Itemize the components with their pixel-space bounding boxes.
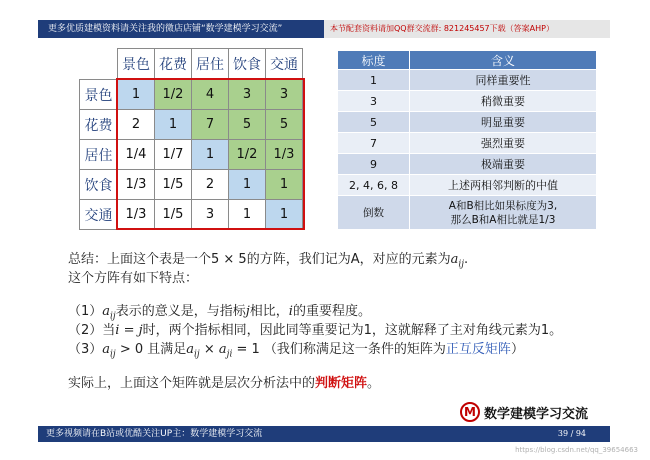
property-text: 的重要程度。 — [292, 304, 371, 319]
math-sub: ij — [110, 311, 116, 322]
scale-meaning — [410, 196, 597, 230]
property-prefix: （1） — [68, 304, 103, 319]
scale-meaning: 强烈重要 — [410, 133, 597, 154]
matrix-corner — [80, 49, 118, 80]
property-prefix: （3） — [68, 342, 103, 357]
scale-meaning: 稍微重要 — [410, 91, 597, 112]
matrix-col-header: 饮食 — [229, 49, 266, 80]
scale-meaning: 明显重要 — [410, 112, 597, 133]
matrix-cell: 1/3 — [266, 140, 303, 170]
property-text: 相比， — [249, 304, 289, 319]
matrix-cell: 1/2 — [229, 140, 266, 170]
matrix-cell: 3 — [192, 200, 229, 230]
scale-value: 3 — [338, 91, 410, 112]
matrix-col-header: 交通 — [266, 49, 303, 80]
matrix-cell: 1 — [155, 110, 192, 140]
math-times: × — [199, 342, 219, 357]
matrix-col-header: 花费 — [155, 49, 192, 80]
conclusion — [68, 372, 380, 391]
scale-value: 1 — [338, 70, 410, 91]
matrix-cell: 1/2 — [155, 80, 192, 110]
matrix-row-header: 交通 — [80, 200, 118, 230]
logo-m-icon: M — [460, 402, 480, 422]
math-sub: ij — [194, 349, 200, 360]
matrix-cell: 1/4 — [118, 140, 155, 170]
matrix-cell: 2 — [192, 170, 229, 200]
conclusion-text: 。 — [367, 376, 381, 391]
footer-text: 更多视频请在B站或优酷关注UP主：数学建模学习交流 — [46, 429, 263, 439]
matrix-cell: 1/5 — [155, 200, 192, 230]
matrix-cell: 3 — [266, 80, 303, 110]
matrix-cell: 1 — [266, 200, 303, 230]
property-text: 表示的意义是，与指标 — [115, 304, 246, 319]
top-banner — [0, 0, 650, 38]
logo-text: 数学建模学习交流 — [484, 406, 589, 422]
property-text: > 0 且满足 — [115, 342, 187, 357]
property-note: ） — [510, 342, 524, 357]
scale-value: 5 — [338, 112, 410, 133]
math-a: a — [186, 342, 195, 357]
math-i: i — [288, 304, 293, 319]
scale-meaning: 同样重要性 — [410, 70, 597, 91]
scale-table-row — [338, 196, 597, 230]
matrix-row — [80, 80, 303, 110]
matrix-row — [80, 170, 303, 200]
matrix-row-header: 居住 — [80, 140, 118, 170]
matrix-cell: 1/3 — [118, 170, 155, 200]
math-j: j — [245, 304, 250, 319]
scale-meaning: 极端重要 — [410, 154, 597, 175]
page-number: 39 / 94 — [557, 429, 586, 438]
scale-value: 9 — [338, 154, 410, 175]
math-a: a — [450, 252, 459, 267]
scale-meaning-line: A和B相比如果标度为3, — [448, 199, 558, 212]
math-sub: ji — [226, 349, 233, 360]
property-text: 时，两个指标相同，因此同等重要记为1，这就解释了主对角线元素为1。 — [142, 323, 563, 338]
property-note: （我们称满足这一条件的矩阵为 — [263, 342, 446, 357]
property-note-highlight: 正互反矩阵 — [445, 342, 511, 357]
summary-text-end: . — [464, 252, 469, 267]
brand-logo — [460, 401, 588, 423]
scale-meaning-line: 那么B和A相比就是1/3 — [450, 213, 556, 226]
math-i-eq-j: i = j — [115, 323, 143, 338]
conclusion-highlight: 判断矩阵 — [315, 376, 368, 391]
property-prefix: （2）当 — [68, 323, 116, 338]
matrix-cell: 1 — [192, 140, 229, 170]
conclusion-text: 实际上，上面这个矩阵就是层次分析法中的 — [68, 376, 316, 391]
matrix-cell: 1 — [229, 200, 266, 230]
summary-line-2: 这个方阵有如下特点： — [68, 271, 199, 286]
property-2 — [68, 319, 562, 338]
math-a: a — [102, 304, 111, 319]
matrix-row — [80, 140, 303, 170]
scale-table-row — [338, 70, 597, 91]
math-eq: = 1 — [232, 342, 260, 357]
matrix-row — [80, 200, 303, 230]
matrix-cell: 1 — [229, 170, 266, 200]
scale-value: 2, 4, 6, 8 — [338, 175, 410, 196]
matrix-col-header: 居住 — [192, 49, 229, 80]
matrix-cell: 5 — [229, 110, 266, 140]
matrix-row-header: 花费 — [80, 110, 118, 140]
matrix-cell: 2 — [118, 110, 155, 140]
summary-text: 总结：上面这个表是一个5 × 5的方阵，我们记为A，对应的元素为 — [68, 252, 451, 267]
property-3 — [68, 338, 524, 360]
matrix-cell: 7 — [192, 110, 229, 140]
watermark: https://blog.csdn.net/qq_39654663 — [515, 446, 638, 454]
scale-value: 倒数 — [338, 196, 410, 230]
bottom-banner — [38, 426, 610, 442]
math-sub: ij — [110, 349, 116, 360]
matrix-cell: 4 — [192, 80, 229, 110]
scale-table-header: 含义 — [410, 51, 597, 70]
matrix-cell: 1 — [266, 170, 303, 200]
scale-table-row — [338, 133, 597, 154]
matrix-cell: 1/7 — [155, 140, 192, 170]
scale-value: 7 — [338, 133, 410, 154]
matrix-col-header: 景色 — [118, 49, 155, 80]
matrix-row-header: 景色 — [80, 80, 118, 110]
math-sub: ij — [458, 259, 465, 270]
matrix-cell: 1/3 — [118, 200, 155, 230]
matrix-row — [80, 110, 303, 140]
scale-meaning: 上述两相邻判断的中值 — [410, 175, 597, 196]
math-a: a — [102, 342, 111, 357]
judgment-matrix — [79, 48, 303, 230]
scale-table-row — [338, 154, 597, 175]
matrix-cell: 5 — [266, 110, 303, 140]
matrix-cell: 3 — [229, 80, 266, 110]
matrix-cell: 1 — [118, 80, 155, 110]
scale-table-row — [338, 175, 597, 196]
scale-table-row — [338, 112, 597, 133]
math-a: a — [218, 342, 227, 357]
top-banner-left-text: 更多优质建模资料请关注我的微店店铺“数学建模学习交流” — [38, 20, 324, 38]
scale-table-header: 标度 — [338, 51, 410, 70]
matrix-row-header: 饮食 — [80, 170, 118, 200]
scale-table — [337, 50, 597, 230]
scale-table-row — [338, 91, 597, 112]
top-banner-right-text: 本节配套资料请加QQ群交流群: 821245457下载（答案AHP） — [324, 20, 610, 38]
matrix-cell: 1/5 — [155, 170, 192, 200]
